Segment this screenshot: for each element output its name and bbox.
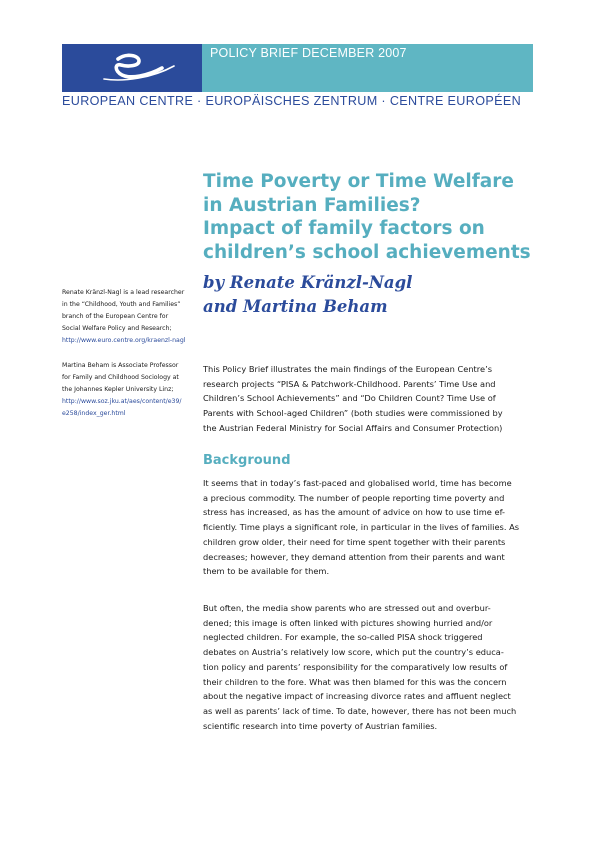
author-line: and Martina Beham	[203, 297, 388, 316]
text-line: research projects “PISA & Patchwork-Childhood. Parents’ Time Use and	[203, 378, 496, 389]
background-paragraph-1	[203, 476, 536, 579]
title-line: Time Poverty or Time Welfare	[203, 171, 514, 192]
author-note-beham	[62, 360, 197, 420]
text-line: decreases; however, they demand attention from their parents and want	[203, 551, 505, 562]
text-line: the Austrian Federal Ministry for Social Affairs and Consumer Protection)	[203, 422, 503, 433]
text-line: Parents with School-aged Children” (both studies were commissioned by	[203, 408, 503, 419]
link-line[interactable]: http://www.soz.jku.at/aes/content/e39/	[62, 397, 182, 405]
header-band	[202, 44, 533, 92]
text-line: stress has increased, as has the amount of advice on how to use time ef-	[203, 507, 506, 518]
sidebar-text-line: Martina Beham is Associate Professor	[62, 361, 179, 369]
text-line: tion policy and parents’ responsibility for the comparatively low results of	[203, 661, 508, 672]
sidebar-text-line: Renate Kränzl-Nagl is a lead researcher	[62, 289, 185, 296]
text-line: It seems that in today’s fast-paced and globalised world, time has become	[203, 478, 512, 488]
author-notes-sidebar	[62, 287, 197, 420]
title-line: children’s school achievements	[203, 241, 531, 263]
beham-profile-link[interactable]	[62, 396, 197, 420]
intro-paragraph	[203, 362, 536, 436]
text-line: neglected children. For example, the so-called PISA shock triggered	[203, 632, 483, 643]
sidebar-text-line: Social Welfare Policy and Research;	[62, 325, 172, 333]
centre-name-line: EUROPEAN CENTRE · EUROPÄISCHES ZENTRUM · CENTRE EUROPÉEN	[62, 94, 522, 108]
kraenzl-nagl-profile-link[interactable]: http://www.euro.centre.org/kraenzl-nagl	[62, 337, 186, 345]
text-line: ficiently. Time plays a significant role, in particular in the lives of families. As	[203, 522, 520, 533]
logo-block	[62, 44, 202, 92]
section-heading-background: Background	[203, 453, 291, 468]
policy-brief-label: POLICY BRIEF DECEMBER 2007	[210, 46, 407, 60]
text-line: a precious commodity. The number of people reporting time poverty and	[203, 492, 505, 503]
text-line: children grow older, their need for time spent together with their parents	[203, 536, 506, 547]
text-line: as well as parents’ lack of time. To date, however, there has not been much	[203, 705, 517, 716]
title-line: in Austrian Families?	[203, 194, 421, 216]
text-line: But often, the media show parents who are stressed out and overbur-	[203, 603, 491, 613]
text-line: their children to the fore. What was then blamed for this was the concern	[203, 676, 507, 687]
title-line: Impact of family factors on	[203, 218, 485, 239]
sidebar-text-line: branch of the European Centre for	[62, 313, 169, 321]
text-line: debates on Austria’s relatively low score, which put the country’s educa-	[203, 647, 504, 658]
text-line: dened; this image is often linked with pictures showing hurried and/or	[203, 617, 493, 628]
text-line: them to be available for them.	[203, 566, 330, 577]
text-line: This Policy Brief illustrates the main findings of the European Centre’s	[203, 364, 492, 374]
european-centre-logo-icon	[62, 44, 202, 92]
author-line: by Renate Kränzl-Nagl	[203, 273, 413, 292]
sidebar-text-line: for Family and Childhood Sociology at	[62, 373, 179, 381]
sidebar-text-line: the Johannes Kepler University Linz;	[62, 385, 174, 393]
text-line: about the negative impact of increasing divorce rates and affluent neglect	[203, 691, 511, 702]
sidebar-text-line: in the “Childhood, Youth and Families”	[62, 301, 181, 309]
document-title	[203, 170, 533, 264]
author-note-kraenzl-nagl	[62, 287, 197, 347]
background-paragraph-2	[203, 601, 536, 733]
sidebar-gap	[62, 347, 197, 359]
text-line: Children’s School Achievements” and “Do Children Count? Time Use of	[203, 393, 496, 404]
text-line: scientific research into time poverty of Austrian families.	[203, 720, 438, 731]
author-byline	[203, 271, 533, 319]
link-line[interactable]: e258/index_ger.html	[62, 409, 126, 417]
